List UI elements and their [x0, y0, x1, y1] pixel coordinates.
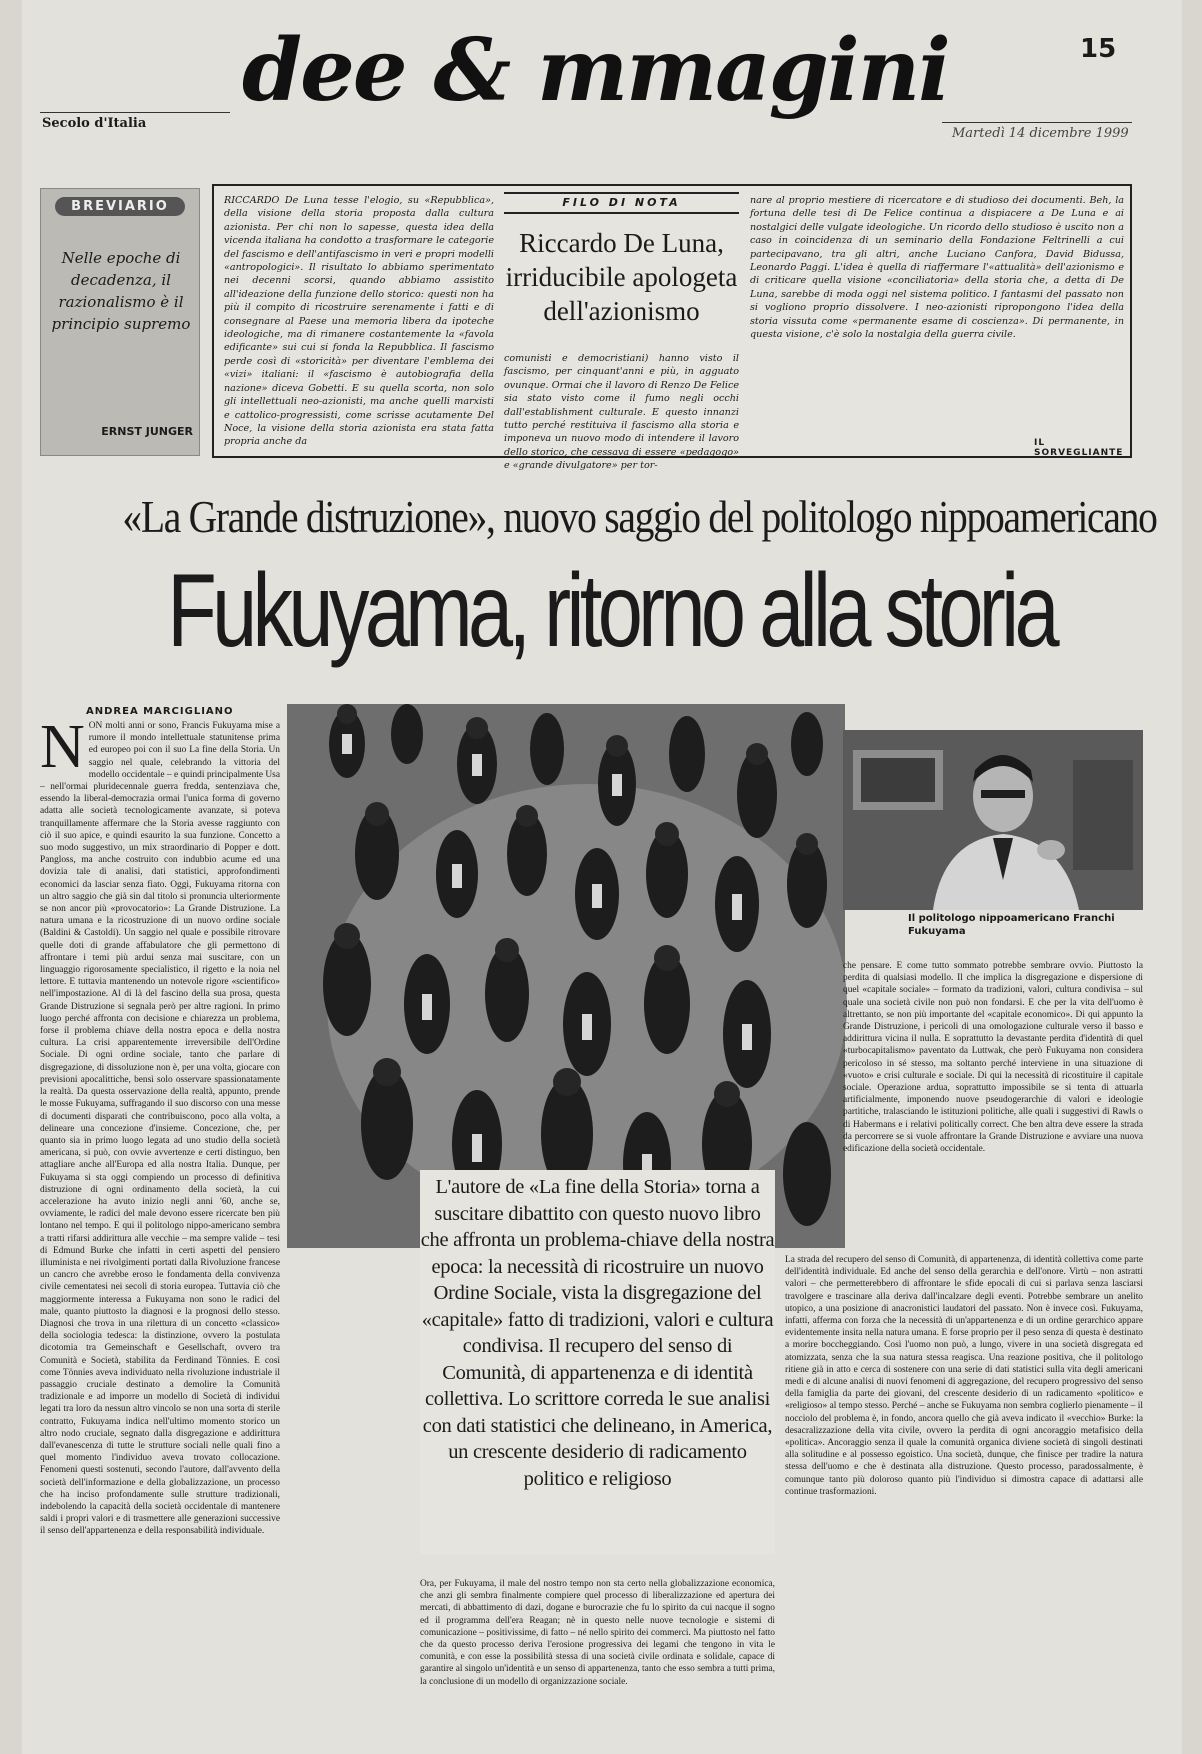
- article-kicker: «La Grande distruzione», nuovo saggio del politologo nippoamericano: [122, 491, 1157, 542]
- filo-column-2: comunisti e democristiani) hanno visto il fascismo, per cinquant'anni e più, in agguato ovunque. Ormai che il lavoro di Renzo De Felice sia stato visto come il fumo negli occhi dall'establishment culturale. E questo innanzi tutto perché restituiva il fascismo alla storia e imponeva un nuovo modo di intendere il lavoro dello storico, che cessava di essere «pedagogo» e «grande divulgatore» per tor-: [504, 353, 739, 472]
- filo-column-3: nare al proprio mestiere di ricercatore e di studioso dei documenti. Beh, la fortuna delle tesi di De Felice continua a dispiacere a De Luna e ai nostalgici delle vulgate ideologiche. Un ricordo dello studioso è uscito non a caso in coincidenza di un seminario della Fondazione Feltrinelli a cui partecipavano, tra gli altri, anche Luciano Canfora, David Bidussa, Leonardo Paggi. L'idea è quella di riaffermare l'«attualità» dell'azionismo e di criticare quella visione «conciliatoria» della storia che, a detta di De Luna, sarebbe di moda oggi nel sistema politico. I fantasmi del passato non si vogliono proprio dissolvere. I neo-azionisti ripropongono l'idea della storia vissuta come «permanente esame di coscienza». Di permanente, in questa visione, c'è solo la nostalgia della guerra civile.: [750, 195, 1124, 341]
- masthead-rule-right: [942, 122, 1132, 123]
- body-column-bottom-right: La strada del recupero del senso di Comunità, di appartenenza, di identità collettiva come parte dell'identità individuale. Ed anche del senso della gerarchia e dell'onore. Virtù – non astratti valori – che permetterebbero di affrontare le sfide epocali di cui si parlava senza lasciarsi travolgere e trascinare alla deriva dall'incalzare degli eventi. Potrebbe sembrare un anelito utopico, a una posizione di anacronistici laudatori del passato. Non è invece così. Fukuyama, infatti, afferma con forza che la necessità di un'appartenenza e di un ordine gerarchico appare evidentemente insita nella natura umana. E forse proprio per il peso senza di questa è destinato a morire boccheggiando. Così l'uomo non può, a lungo, vivere in una società disgregata ed atomizzata, senza che la sua natura stessa reagisca. Una reazione positiva, che il politologo ritiene già in atto e cerca di sostenere con una serie di dati statistici sulla vita degli americani medi e di alcune analisi di nuovi fenomeni di aggregazione, del recupero progressivo del senso della famiglia da parte dei giovani, del crescente desiderio di un radicamento «politico» e «religioso» al tempo stesso. Perché – anche se Fukuyama non sembra coglierlo pienamente – il nocciolo del problema è, in fondo, ancora quello che già aveva indicato il «vecchio» Burke: la desacralizzazione della vita civile, ovvero la perdita di ogni ancoraggio metafisico della «politica». Ancoraggio senza il quale la comunità organica diviene società di singoli destinati alla solitudine e al possesso egoistico. Una società, dunque, che finisce per tradire la natura stessa dell'uomo e che è destinata alla distruzione. Questo processo, paradossalmente, è comunque tanto più doloroso quanto più l'individuo si dimostra capace di adattarsi alle continue trasformazioni.: [785, 1255, 1143, 1497]
- filo-column-1: RICCARDO De Luna tesse l'elogio, su «Repubblica», della visione della storia proposta dalla cultura azionista. Per chi non lo sapesse, questa idea della vicenda italiana ha condotto a trasformare le categorie del fascismo e dell'antifascismo in veri e propri modelli «antropologici». Il risultato lo abbiamo sperimentato nei decenni scorsi, quando abbiamo assistito all'ideazione della funzione dello storico: questi non ha più il compito di ricostruire serenamente i fatti e di consegnare al Paese una memoria libera da ipoteche ideologiche, ma di rimanere costantemente la «favola edificante» sui cui si fonda la Repubblica. Il fascismo perde così di «storicità» per diventare l'emblema dei «vizi» italiani: il «fascismo è autobiografia della nazione» diceva Gobetti. E su quella scorta, non solo gli intellettuali neo-azionisti, ma anche quelli marxisti e cattolico-progressisti, come scrisse acutamente Del Noce, la visione della storia azionista era stata fatta propria anche da: [224, 195, 494, 448]
- article-headline: Fukuyama, ritorno alla storia: [167, 553, 1055, 669]
- fukuyama-portrait-photo: [843, 730, 1143, 910]
- filo-di-nota-label: FILO DI NOTA: [504, 192, 739, 214]
- article-byline: ANDREA MARCIGLIANO: [86, 706, 234, 717]
- breviario-author: ERNST JUNGER: [101, 425, 193, 438]
- body-column-left: [40, 713, 280, 1540]
- page-number: 15: [1080, 34, 1117, 64]
- filo-signature: IL SORVEGLIANTE: [1034, 438, 1124, 458]
- breviario-quote: Nelle epoche di decadenza, il razionalismo è il principio supremo: [51, 249, 191, 333]
- masthead-rule-left: [40, 112, 230, 113]
- article-body: Oggi, Fukuyama ritorna con un altro saggio che già sin dal titolo si pronuncia ulteriormente se non ancor più «provocatorio»: La Grande Distruzione. La natura umana e la ricostruzione di un nuovo ordine sociale (Baldini & Castoldi). Un saggio nel quale e possibile ritrovare quelle doti di grande affabulatore che gli permettono di affrontare i temi più ardui senza mai suscitare, con un linguaggio rigorosamente specialistico, il rigetto e la noia nel lettore. E tuttavia mantenendo un notevole rigore «scientifico» nell'impostazione. Al di là del fascino della sua prosa, questa Grande Distruzione si segnala però per altre ragioni. In primo luogo perché affronta con decisione e chiarezza un problema, forse il problema chiave della nostra epoca e della nostra cultura. La crisi apparentemente irreversibile dell'Ordine Sociale. Di ogni ordine sociale, tanto che parlare di disgregazione, di dissoluzione non è, per una volta, giocare con previsioni apocalittiche, bensì solo osservare spassionatamente la realtà. Da questa osservazione della realtà, appunto, prende le mosse Fukuyama, suffragando il suo discorso con una messe di documenti disparati che contribuiscono, poco alla volta, a delineare una concezione d'insieme. Concezione, che, per quanto sia in primo luogo legata ad uno studio della società americana, si può, con ovvie avvertenze e certi distinguo, ben attagliare anche all'Europa ed alla nostra Italia. Dunque, per Fukuyama si sta oggi compiendo un processo di definitiva distruzione di ogni ordinamento della società, la cui accelerazione ha avuto inizio negli anni '60, anche se, ovviamente, le radici del male devono essere ricercate ben più lontano nel tempo. E qui il politologo nippo-americano sembra a tratti rifarsi addirittura alle vecchie – ma sempre valide – tesi di Edmund Burke che infatti in certi aspetti del pensiero illuminista e nei rivolgimenti portati dalla Rivoluzione francese un cancro che avrebbe eroso le fondamenta della convivenza civile cementatesi nei secoli di storia europea. Tuttavia ciò che maggiormente interessa a Fukuyama non sono le radici del male, quanto piuttosto la diagnosi e la prognosi dello stesso. Diagnosi che trova in una rilettura di un concetto «classico» della sociologia tedesca: la distinzione, ovvero la postulata dicotomia tra Gemeinschaft e Gesellschaft, ovvero tra Comunità e Società, stabilita da Ferdinand Tönnies. E così come Tönnies aveva individuato nella rivoluzione industriale il passaggio cruciale destinato a demolire la Comunità tradizionale e ad imporre un modello di Società di individui legati tra loro da nessun altro vincolo se non una sorta di sterile contratto, Fukuyama indica nell'ultimo momento storico un altro nodo cruciale, segnato dalla disgregazione e addirittura dall'evanescenza di tutte le strutture sociali nelle quali fino a quel momento l'individuo aveva trovato collocazione. Fenomeni questi sostenuti, secondo l'autore, dall'avvento della società dell'informazione e della globalizzazione, un processo che ha inciso profondamente sulle strutture tradizionali, indebolendo la capacità della società occidentale di mantenere saldi i propri valori e di trasmettere alle generazioni successive il senso dell'appartenenza e della responsabilità individuale.: [40, 879, 280, 1537]
- pull-quote: L'autore de «La fine della Storia» torna a suscitare dibattito con questo nuovo libro che affronta un problema-chiave della nostra epoca: la necessità di ricostruire un nuovo Ordine Sociale, vista la disgregazione del «capitale» fatto di tradizioni, valori e cultura condivisa. Il recupero del senso di Comunità, di appartenenza e di identità collettiva. Lo scrittore correda le sue analisi con dati statistici che delineano, in America, un crescente desiderio di radicamento politico e religioso: [420, 1176, 775, 1490]
- crowd-photo: [287, 704, 845, 1248]
- paper-name: Secolo d'Italia: [42, 116, 147, 131]
- crowd-photo-illustration: [287, 704, 845, 1248]
- breviario-label: BREVIARIO: [41, 195, 199, 216]
- body-column-right: che pensare. E come tutto sommato potrebbe sembrare ovvio. Piuttosto la perdita di qualsiasi modello. Il che implica la disgregazione e dispersione di quel «capitale sociale» – formato da tradizioni, valori, cultura condivisa – sul quale una società civile non può non fondarsi. E che per la vita dell'uomo è altrettanto, se non più importante del «capitale economico». Di qui appunto la Grande Distruzione, i pericoli di una omologazione culturale verso il basso e addirittura vicina il nulla. E soprattutto la devastante perdita d'identità di quel «turbocapitalismo» paventato da Luttwak, che però Fukuyama non considera pericoloso in sé stesso, ma soltanto perché interviene in una situazione di «vuoto» e crisi culturale e sociale. Di qui la necessità di ricostituire il capitale sociale. Operazione ardua, soprattutto impossibile se si tenta di attuarla artificialmente, imponendo nuove pseudogerarchie di valori e ideologie partitiche, tralasciando le istituzioni politiche, alle quali i suggestivi di Rawls o di Habermans e i relativi politically correct. Che ben altra deve essere la strada da percorrere se si vuole affrontare la Grande Distruzione e avviare una nuova edificazione della società occidentale.: [843, 961, 1143, 1155]
- section-title: dee & mmagini: [242, 20, 949, 121]
- portrait-illustration: [843, 730, 1143, 910]
- photo-caption: Il politologo nippoamericano Franchi Fukuyama: [908, 913, 1115, 937]
- article-lead: ON molti anni or sono, Francis Fukuyama mise a rumore il mondo intellettuale statunitense prima ed europeo poi con il suo La fine della Storia. Un saggio nel quale, celebrando la vittoria del modello occidentale – e quindi principalmente Usa – nell'ormai pluridecennale guerra fredda, sentenziava che, essendo la liberal-democrazia ormai l'unica forma di governo adatta alle società tecnologicamente avanzate, si poteva tranquillamente affermare che la Storia avesse raggiunto con ciò il suo apice, e quindi esaurito la sua funzione. Concetto a suo modo suggestivo, un mix straordinario di Popper e dott. Pangloss, ma anche costruito con indubbio acume ed una dovizia tale di analisi, dati statistici, approfondimenti economici da lasciar senza fiato.: [40, 721, 280, 890]
- issue-date: Martedì 14 dicembre 1999: [952, 126, 1129, 141]
- filo-di-nota-box: [212, 184, 1132, 472]
- filo-title: Riccardo De Luna, irriducibile apologeta dell'azionismo: [505, 228, 738, 326]
- breviario-box: [40, 188, 200, 456]
- drop-cap: N: [40, 713, 85, 781]
- body-column-bottom-middle: Ora, per Fukuyama, il male del nostro tempo non sta certo nella globalizzazione economica, che anzi gli sembra finalmente compiere quel processo di liberalizzazione ed apertura dei mercati, di abbattimento di dazi, dogane e burocrazie che fu lo spirito da cui nacque il sogno ed il programma dell'era Reagan; nè in questo nelle nuove tecnologie e sistemi di comunicazione – positivissime, di fatto – né nello spirito dei commerci. Ma piuttosto nel fatto che da questo processo deriva l'erosione progressiva dei legami che tengono in vita le comunità, e con esse la possibilità stessa di una società civile ordinata e solidale, capace di garantire al singolo un'identità e un senso di appartenenza, tanto che esso sembra a tutti prima, la conclusione di un modello di organizzazione sociale.: [420, 1579, 775, 1687]
